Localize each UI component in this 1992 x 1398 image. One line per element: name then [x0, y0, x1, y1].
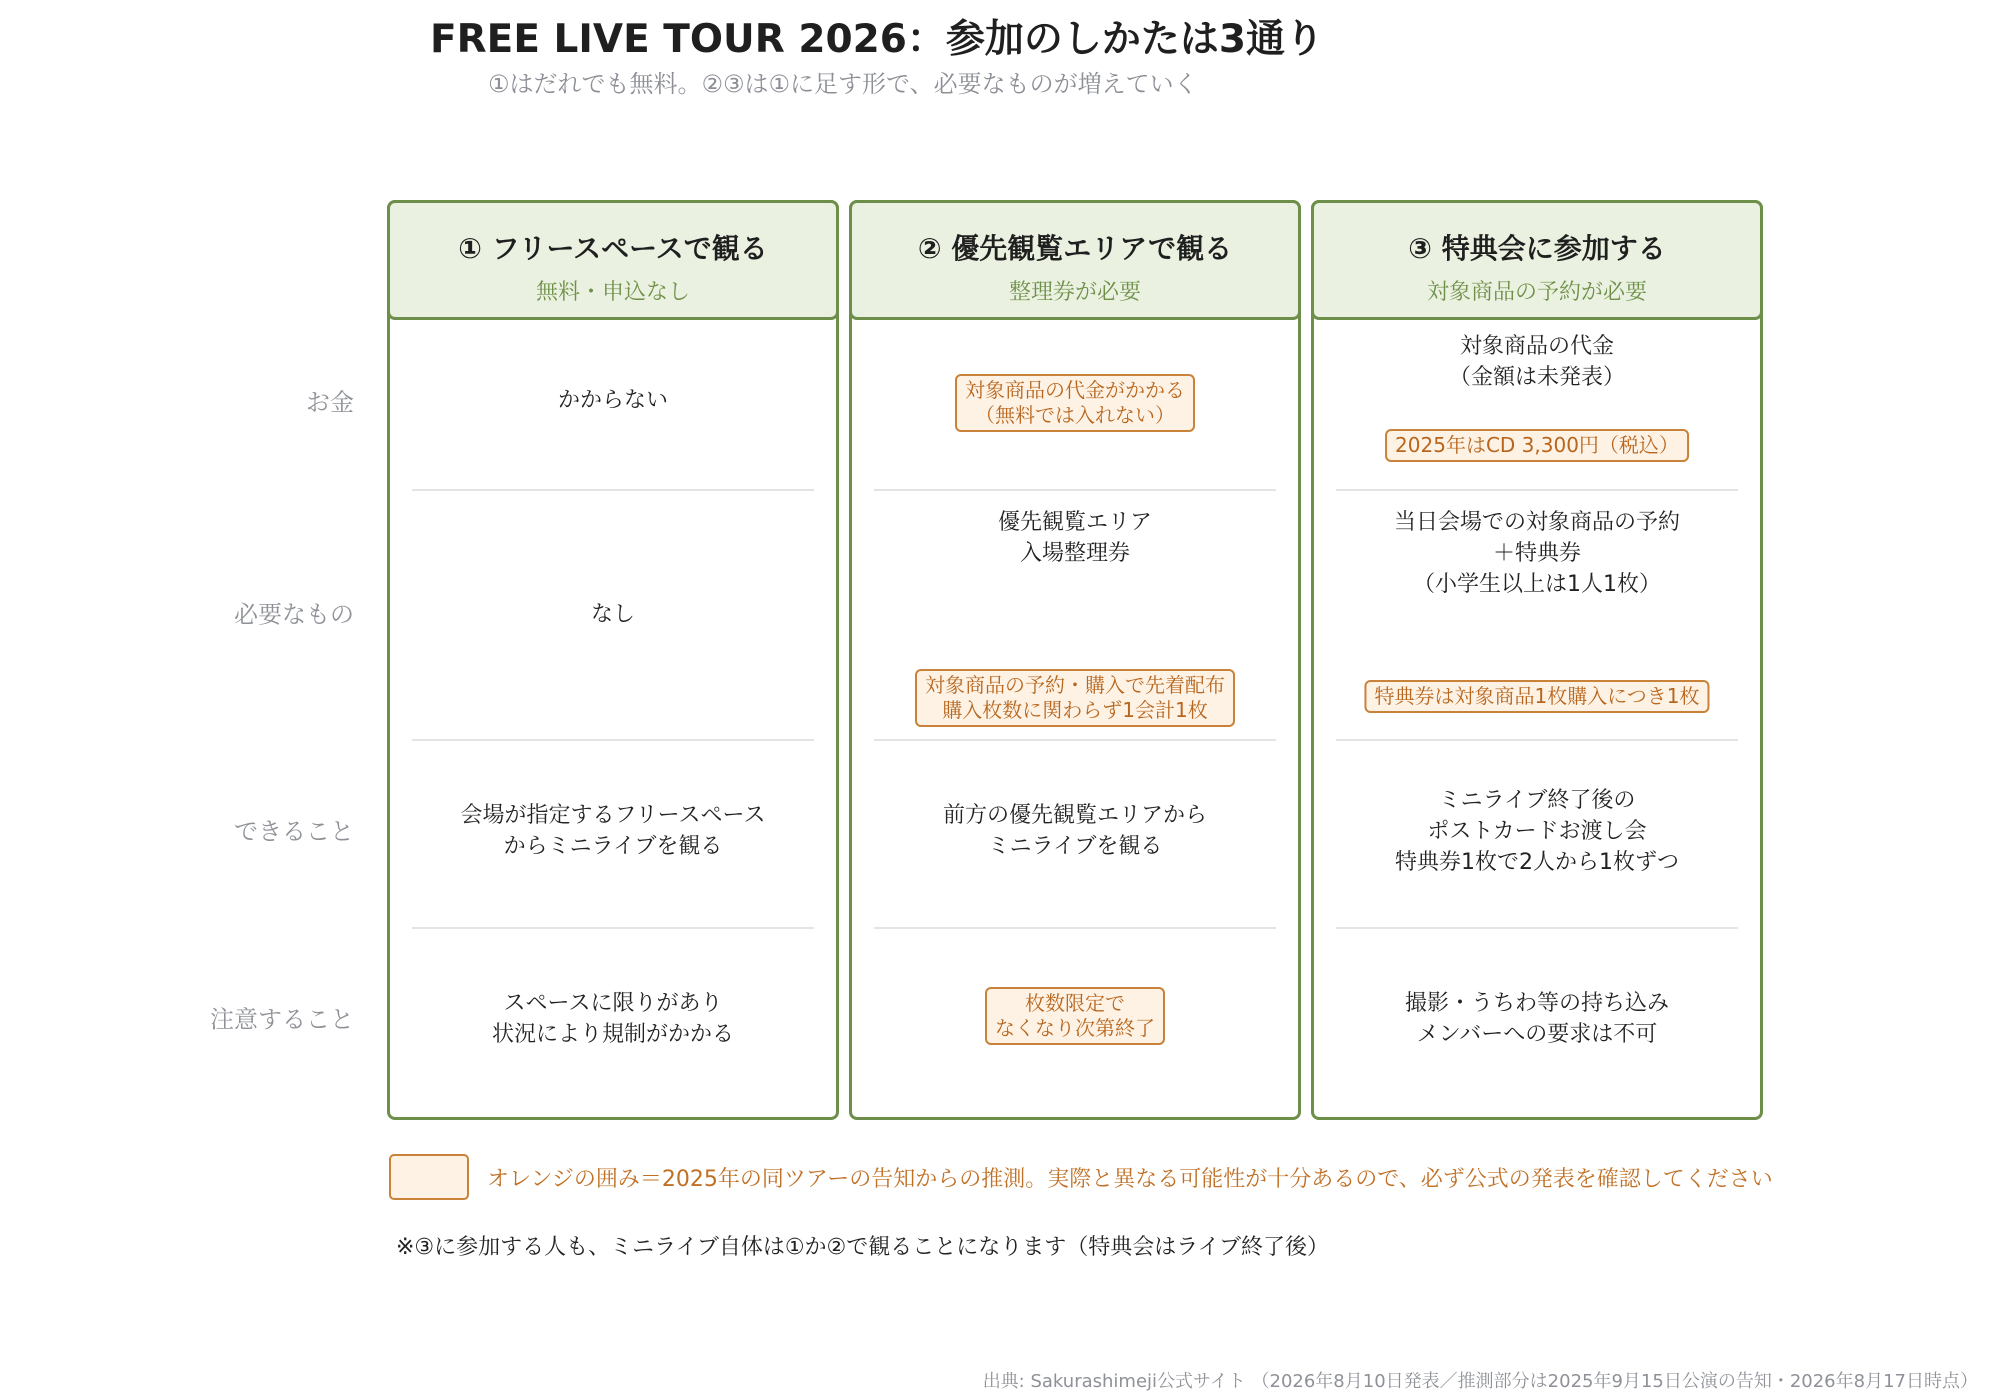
- cell-caution: スペースに限りがあり 状況により規制がかかる: [491, 991, 734, 1047]
- row-label-can-do: できること: [234, 817, 354, 846]
- column-subtitle: 整理券が必要: [1008, 280, 1141, 305]
- row-label-needs: 必要なもの: [234, 600, 354, 629]
- column-title: ① フリースペースで観る: [458, 232, 768, 265]
- row-divider: [1336, 489, 1738, 491]
- estimate-tag-money: 対象商品の代金がかかる （無料では入れない）: [955, 374, 1195, 432]
- row-divider: [874, 927, 1276, 929]
- estimate-tag-needs: 特典券は対象商品1枚購入につき1枚: [1364, 680, 1709, 713]
- column-subtitle: 対象商品の予約が必要: [1426, 280, 1647, 305]
- cell-can-do: ミニライブ終了後の ポストカードお渡し会 特典券1枚で2人から1枚ずつ: [1395, 788, 1679, 875]
- row-divider: [412, 927, 814, 929]
- row-divider: [1336, 927, 1738, 929]
- column-free-space: [387, 200, 839, 1120]
- cell-needs: 当日会場での対象商品の予約 ＋特典券 （小学生以上は1人1枚）: [1393, 510, 1680, 597]
- column-bonus-event: [1311, 200, 1763, 1120]
- row-label-money: お金: [306, 388, 354, 417]
- legend-text: オレンジの囲み＝2025年の同ツアーの告知からの推測。実際と異なる可能性が十分あるので、必ず公式の発表を確認してください: [487, 1167, 1773, 1192]
- estimate-tag-money: 2025年はCD 3,300円（税込）: [1385, 429, 1689, 462]
- cell-can-do: 前方の優先観覧エリアから ミニライブを観る: [942, 803, 1207, 859]
- row-label-caution: 注意すること: [210, 1005, 354, 1034]
- column-header: [387, 200, 839, 320]
- cell-needs: なし: [590, 602, 635, 627]
- column-header: [849, 200, 1301, 320]
- column-priority-area: [849, 200, 1301, 1120]
- row-divider: [874, 739, 1276, 741]
- row-divider: [874, 489, 1276, 491]
- cell-caution: 撮影・うちわ等の持ち込み メンバーへの要求は不可: [1404, 991, 1669, 1047]
- estimate-tag-needs: 対象商品の予約・購入で先着配布 購入枚数に関わらず1会計1枚: [915, 669, 1235, 727]
- column-title: ③ 特典会に参加する: [1408, 232, 1666, 265]
- row-divider: [412, 739, 814, 741]
- estimate-tag-caution: 枚数限定で なくなり次第終了: [985, 987, 1165, 1045]
- source-credit: 出典: Sakurashimeji公式サイト （2026年8月10日発表／推測部分は2025年9月15日公演の告知・2026年8月17日時点）: [982, 1371, 1978, 1392]
- row-divider: [412, 489, 814, 491]
- column-subtitle: 無料・申込なし: [535, 280, 690, 305]
- cell-money: かからない: [557, 388, 668, 413]
- column-header: [1311, 200, 1763, 320]
- row-divider: [1336, 739, 1738, 741]
- column-title: ② 優先観覧エリアで観る: [917, 232, 1233, 265]
- footnote: ※③に参加する人も、ミニライブ自体は①か②で観ることになります（特典会はライブ終了後）: [396, 1235, 1329, 1260]
- legend-swatch: [389, 1154, 469, 1200]
- cell-can-do: 会場が指定するフリースペース からミニライブを観る: [460, 803, 766, 859]
- page-subtitle: ①はだれでも無料。②③は①に足す形で、必要なものが増えていく: [488, 70, 1198, 98]
- cell-needs: 優先観覧エリア 入場整理券: [997, 510, 1152, 566]
- cell-money: 対象商品の代金 （金額は未発表）: [1448, 334, 1625, 390]
- page-title: FREE LIVE TOUR 2026：参加のしかたは3通り: [430, 17, 1325, 62]
